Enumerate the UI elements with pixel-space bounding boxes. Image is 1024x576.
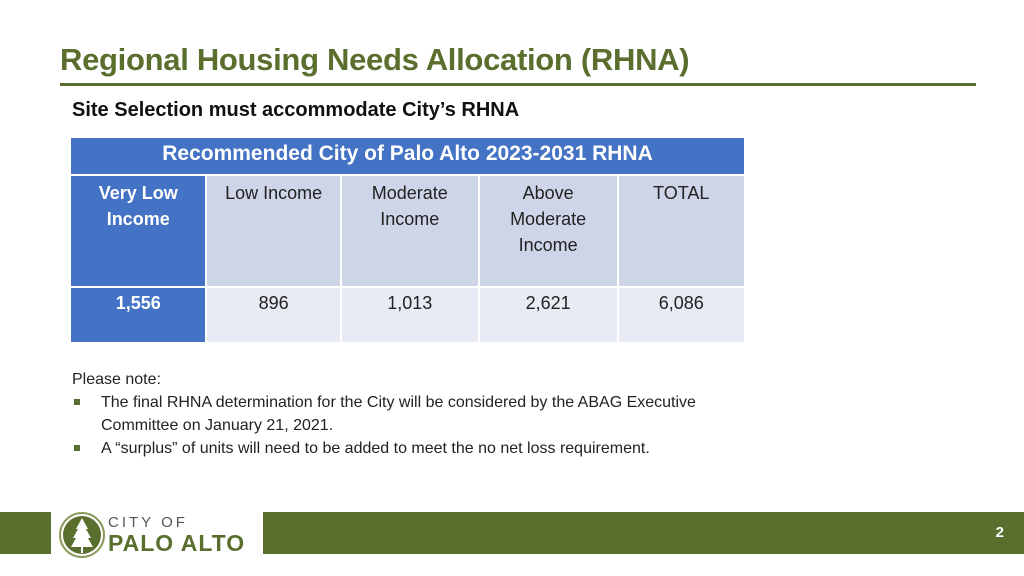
note-item bbox=[72, 391, 712, 437]
header-moderate-income: Moderate Income bbox=[341, 175, 479, 287]
header-above-moderate-income: Above Moderate Income bbox=[479, 175, 618, 287]
table-caption: Recommended City of Palo Alto 2023-2031 RHNA bbox=[70, 137, 745, 175]
logo-line2: PALO ALTO bbox=[108, 530, 246, 556]
city-logo bbox=[56, 510, 262, 558]
footer-bar-right bbox=[263, 512, 1024, 554]
rhna-table bbox=[69, 136, 746, 344]
bullet-icon bbox=[74, 399, 80, 405]
logo-line1: CITY OF bbox=[108, 514, 188, 531]
value-moderate-income: 1,013 bbox=[341, 287, 479, 343]
header-very-low-income: Very Low Income bbox=[70, 175, 206, 287]
tree-icon bbox=[58, 511, 106, 559]
value-total: 6,086 bbox=[618, 287, 745, 343]
note-item bbox=[72, 437, 712, 460]
footer-bar-left bbox=[0, 512, 51, 554]
bullet-icon bbox=[74, 445, 80, 451]
title-divider bbox=[60, 83, 976, 86]
value-low-income: 896 bbox=[206, 287, 340, 343]
page-number: 2 bbox=[995, 524, 1004, 541]
header-total: TOTAL bbox=[618, 175, 745, 287]
header-low-income: Low Income bbox=[206, 175, 340, 287]
note-text: The final RHNA determination for the City will be considered by the ABAG Executive Committee on January 21, 2021. bbox=[101, 394, 696, 434]
slide-subtitle: Site Selection must accommodate City’s RHNA bbox=[72, 99, 520, 121]
notes-intro: Please note: bbox=[72, 371, 161, 388]
slide-title: Regional Housing Needs Allocation (RHNA) bbox=[60, 42, 690, 77]
value-very-low-income: 1,556 bbox=[70, 287, 206, 343]
value-above-moderate-income: 2,621 bbox=[479, 287, 618, 343]
notes bbox=[72, 368, 712, 460]
note-text: A “surplus” of units will need to be added to meet the no net loss requirement. bbox=[101, 440, 650, 457]
